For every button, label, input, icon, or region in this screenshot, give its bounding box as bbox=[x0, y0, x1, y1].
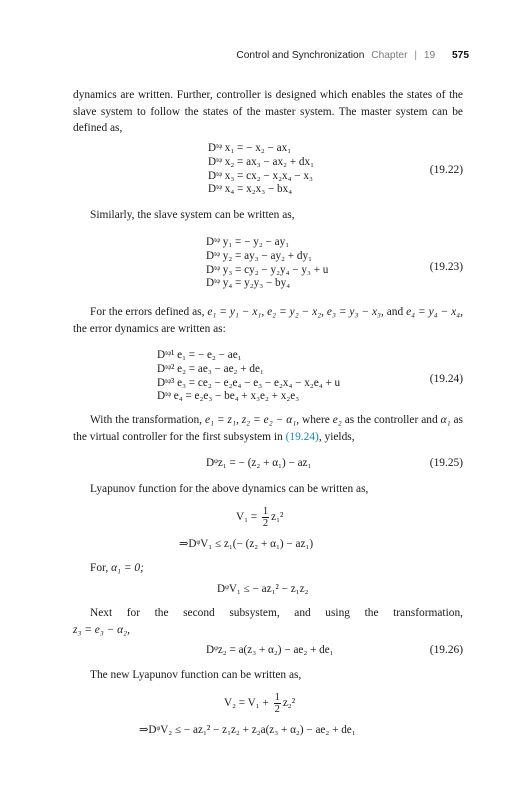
running-header bbox=[236, 50, 469, 61]
equation-line: Dᵗᵠ e₄ = e₂e₃ − be₄ + x₃e₂ + x₂e₃ bbox=[157, 390, 300, 403]
fraction bbox=[262, 506, 269, 529]
paragraph-slave-intro: Similarly, the slave system can be written as, bbox=[90, 209, 295, 221]
text-run: where bbox=[299, 414, 333, 426]
equation-line: Dᵗᵠ x₁ = − x₂ − ax₁ bbox=[208, 142, 292, 154]
equation-lhs: V₂ = V₁ + bbox=[224, 697, 269, 710]
inline-math: e₁ = y₁ − x₁, e₂ = y₂ − x₂, e₃ = y₃ − x₃, bbox=[207, 306, 384, 318]
equation-line: Dᵗᵠ x₃ = cx₂ − x₂x₄ − x₃ bbox=[208, 169, 313, 182]
equation-line: Dᵗᵠ y₁ = − y₂ − ay₁ bbox=[206, 236, 290, 248]
header-divider: | bbox=[414, 50, 417, 61]
paragraph-alpha1 bbox=[73, 560, 463, 577]
text-run: For the errors defined as, bbox=[90, 306, 208, 318]
equation-number: (19.24) bbox=[429, 373, 463, 385]
header-chapter-number: 19 bbox=[423, 50, 436, 61]
equation-line: Dᵗᵠ³ e₃ = ce₂ − e₂e₄ − e₃ − e₂x₄ − x₂e₄ + u bbox=[157, 376, 341, 389]
text-run: Next for the second subsystem, and using the transformation, bbox=[90, 607, 463, 619]
equation-lyapunov-derivative-2: ⇒DᵠV₂ ≤ − az₁² − z₁z₂ + z₂a(z₃ + α₂) − ae₂ + de₁ bbox=[139, 724, 356, 736]
page-number: 575 bbox=[452, 50, 469, 61]
paragraph-intro: dynamics are written. Further, controller is designed which enables the states of the slave system to follow the states of the master system. The master system can be defined as, bbox=[73, 89, 463, 135]
equation-lyapunov-derivative-1: ⇒DᵠV₁ ≤ z₁(− (z₂ + α₁) − az₁) bbox=[179, 538, 314, 550]
equation-line: Dᵗᵠ² e₂ = ae₃ − ae₂ + de₁ bbox=[157, 362, 264, 375]
fraction-numerator: 1 bbox=[262, 506, 269, 517]
header-section-title: Control and Synchronization bbox=[236, 50, 365, 61]
inline-math: e₄ = y₄ − x₄, bbox=[406, 306, 463, 318]
fraction-denominator: 2 bbox=[274, 704, 280, 715]
inline-math: e₁ = z₁, z₂ = e₂ − α₁, bbox=[204, 414, 300, 426]
equation-line: Dᵗᵠ y₄ = y₂y₃ − by₄ bbox=[206, 277, 291, 290]
paragraph-second-subsystem-cont bbox=[73, 622, 463, 639]
equation-slave-system bbox=[206, 236, 328, 291]
text-run: For, bbox=[90, 562, 112, 574]
fraction-denominator: 2 bbox=[262, 518, 269, 529]
equation-lyapunov-v1 bbox=[236, 506, 283, 529]
text-run: and bbox=[383, 306, 407, 318]
equation-reference-link[interactable]: (19.24) bbox=[285, 430, 319, 443]
text-run: the error dynamics are written as: bbox=[73, 322, 226, 335]
paragraph-error-definition bbox=[73, 304, 463, 337]
fraction-numerator: 1 bbox=[274, 692, 280, 703]
paragraph-lyapunov-2: The new Lyapunov function can be written as, bbox=[90, 669, 302, 681]
equation-line: Dᵗᵠ y₂ = ay₃ − ay₂ + dy₁ bbox=[206, 249, 312, 262]
equation-lyapunov-bound-1: DᵠV₁ ≤ − az₁² − z₁z₂ bbox=[217, 583, 309, 595]
text-run: as the controller and bbox=[341, 414, 441, 426]
equation-number: (19.23) bbox=[429, 261, 463, 273]
equation-rhs: z₂² bbox=[282, 697, 296, 710]
inline-math: z₃ = e₃ − α₂, bbox=[73, 624, 130, 636]
paragraph-transformation bbox=[73, 412, 463, 445]
paragraph-lyapunov-1: Lyapunov function for the above dynamics can be written as, bbox=[90, 483, 369, 495]
paragraph-second-subsystem bbox=[73, 605, 463, 622]
equation-error-dynamics bbox=[157, 349, 340, 404]
equation-master-system bbox=[208, 142, 314, 197]
equation-line: Dᵗᵠ¹ e₁ = − e₂ − ae₁ bbox=[157, 349, 242, 361]
equation-number: (19.26) bbox=[429, 644, 463, 656]
equation-number: (19.22) bbox=[429, 164, 463, 176]
equation-line: Dᵗᵠ y₃ = cy₂ − y₂y₄ − y₃ + u bbox=[206, 263, 329, 276]
inline-math: α₁ bbox=[440, 414, 451, 426]
equation-line: Dᵗᵠ x₄ = x₂x₃ − bx₄ bbox=[208, 183, 293, 196]
text-run: With the transformation, bbox=[90, 414, 205, 426]
equation-rhs: z₁² bbox=[271, 511, 284, 524]
text-run: , yields, bbox=[318, 430, 355, 443]
equation-lhs: V₁ = bbox=[236, 511, 258, 524]
equation-number: (19.25) bbox=[429, 457, 463, 469]
equation-lyapunov-v2 bbox=[224, 692, 295, 715]
inline-math: α₁ = 0; bbox=[111, 562, 144, 574]
fraction bbox=[274, 692, 281, 715]
equation-z2-dynamics: Dᵠz₂ = a(z₃ + α₂) − ae₂ + de₁ bbox=[206, 644, 334, 656]
equation-z1-dynamics: Dᵠz₁ = − (z₂ + α₁) − az₁ bbox=[206, 457, 312, 469]
inline-math: e₂ bbox=[332, 414, 342, 426]
header-chapter-label: Chapter bbox=[371, 50, 408, 61]
text-run: as the virtual controller for the first subsystem in bbox=[73, 414, 463, 443]
equation-line: Dᵗᵠ x₂ = ax₃ − ax₂ + dx₁ bbox=[208, 155, 314, 168]
